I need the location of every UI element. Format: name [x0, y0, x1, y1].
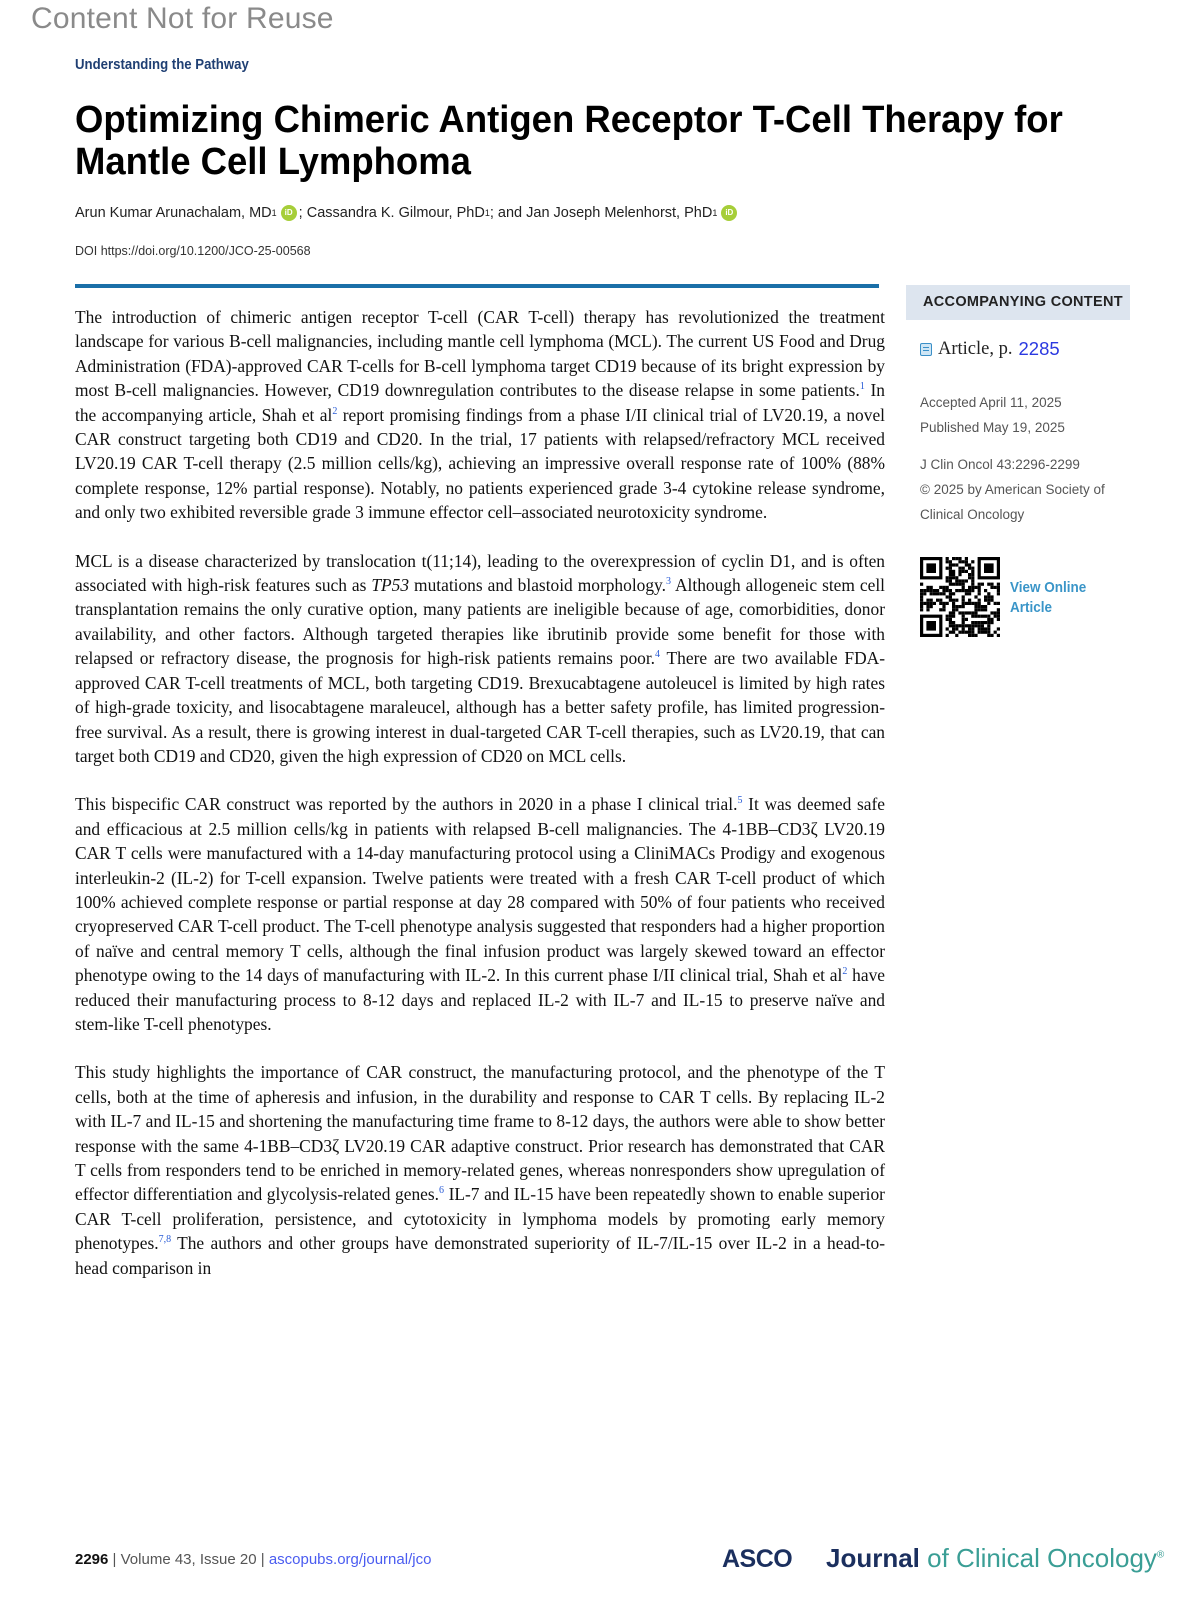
text-segment: IL-7 and IL-15 have been repeatedly shown to enable superior CAR T-cell proliferation, persistence, and cytotoxicity in lymphoma models by promoting early memory phenotypes.	[75, 1184, 885, 1254]
text-segment: report promising findings from a phase I/II clinical trial of LV20.19, a novel CAR construct targeting both CD19 and CD20. In the trial, 17 patients with relapsed/refractory MCL received LV20.19 CAR T-cell therapy (2.5 million cells/kg), achieving an impressive overall response rate of 100% (88% complete response, 12% partial response). Notably, no patients experienced grade 3-4 cytokine release syndrome, and only two exhibited reversible grade 3 immune effector cell–associated neurotoxicity syndrome.	[75, 404, 885, 523]
text-segment: There are two available FDA-approved CAR T-cell treatments of MCL, both targeting CD19. Brexucabtagene autoleucel is limited by high rates of high-grade toxicity, and lisocabtagene maraleucel, although has a better safety profile, has limited progression-free survival. As a result, there is growing interest in dual-targeted CAR T-cell therapies, such as LV20.19, that can target both CD19 and CD20, given the high expression of CD20 on MCL cells.	[75, 648, 885, 766]
orcid-icon[interactable]: iD	[281, 205, 297, 221]
author-list	[75, 205, 739, 221]
text-segment: TP53	[371, 575, 410, 596]
view-online-line-1: View Online	[1010, 579, 1087, 596]
separator: |	[112, 1551, 121, 1568]
author-affiliation: 1	[484, 208, 490, 218]
citation: J Clin Oncol 43:2296-2299	[920, 457, 1080, 472]
page-number: 2296	[75, 1551, 109, 1568]
author-separator: ;	[298, 205, 307, 221]
orcid-icon[interactable]: iD	[721, 205, 737, 221]
author-affiliation: 1	[271, 208, 277, 218]
asco-logo: ASCO	[722, 1545, 793, 1573]
author-name: Jan Joseph Melenhorst, PhD	[526, 205, 713, 221]
accompanying-content-heading: ACCOMPANYING CONTENT	[906, 285, 1130, 320]
jco-logo-journal: Journal	[826, 1543, 920, 1573]
author-name: Arun Kumar Arunachalam, MD	[75, 205, 272, 221]
reference-link[interactable]: 4	[655, 649, 661, 661]
text-segment: Although allogeneic stem cell transplantation remains the only curative option, many patients are ineligible because of age, comorbidities, donor availability, and other factors. Although targeted therapies like ibrutinib provide some benefit for those with relapsed or refractory disease, the prognosis for high-risk patients remains poor.	[75, 575, 885, 669]
volume-issue: Volume 43, Issue 20	[120, 1551, 257, 1568]
footer-info	[75, 1551, 431, 1568]
reference-link[interactable]: 2	[332, 405, 338, 417]
author-separator: ; and	[489, 205, 527, 221]
article-body	[75, 305, 885, 1304]
text-segment: have reduced their manufacturing process to 8-12 days and replaced IL-2 with IL-7 and IL-15 to preserve naïve and stem-like T-cell phenotypes.	[75, 965, 885, 1034]
text-segment: MCL is a disease characterized by translocation t(11;14), leading to the overexpression of cyclin D1, and is often associated with high-risk features such as	[75, 550, 885, 596]
document-icon	[920, 343, 932, 356]
author-name: Cassandra K. Gilmour, PhD	[306, 205, 485, 221]
reference-link[interactable]: 7,8	[158, 1234, 172, 1246]
jco-logo	[826, 1543, 1164, 1574]
qr-code-icon[interactable]	[920, 557, 1000, 637]
view-online-article-link[interactable]	[1010, 578, 1086, 618]
text-segment: This study highlights the importance of CAR construct, the manufacturing protocol, and the phenotype of the T cells, both at the time of apheresis and infusion, in the durability and response to CAR T cells. By replacing IL-2 with IL-7 and IL-15 and shortening the manufacturing time frame to 8-12 days, the authors were able to show better response with the same 4-1BB–CD3ζ LV20.19 CAR adaptive construct. Prior research has demonstrated that CAR T cells from responders tend to be enriched in memory-related genes, whereas nonresponders show upregulation of effector differentiation and glycolysis-related genes.	[75, 1062, 885, 1205]
reference-link[interactable]: 2	[842, 966, 848, 978]
reference-link[interactable]: 1	[859, 381, 865, 393]
paragraph	[75, 549, 885, 769]
reference-link[interactable]: 3	[665, 576, 671, 588]
reference-link[interactable]: 6	[438, 1185, 444, 1197]
registered-mark: ®	[1156, 1549, 1165, 1561]
author-affiliation: 1	[712, 208, 718, 218]
citation-info	[920, 452, 1105, 527]
paragraph	[75, 792, 885, 1036]
article-page-link[interactable]: 2285	[1018, 338, 1060, 359]
doi-link[interactable]: DOI https://doi.org/10.1200/JCO-25-00568	[75, 244, 311, 258]
accepted-date: Accepted April 11, 2025	[920, 395, 1062, 410]
article-label: Article, p.	[938, 338, 1013, 359]
article-title: Optimizing Chimeric Antigen Receptor T-Cell Therapy for Mantle Cell Lymphoma	[75, 99, 1063, 183]
text-segment: It was deemed safe and efficacious at 2.5 million cells/kg in patients with relapsed B-cell malignancies. The 4-1BB–CD3ζ LV20.19 CAR T cells were manufactured with a 14-day manufacturing protocol using a CliniMACs Prodigy and exogenous interleukin-2 (IL-2) for T-cell expansion. Twelve patients were treated with a fresh CAR T-cell product of which 100% achieved complete response or partial response at day 28 compared with 50% of four patients who received cryopreserved CAR T-cell product. The T-cell phenotype analysis suggested that responders had a higher proportion of naïve and central memory T cells, although the final infusion product was largely skewed toward an effector phenotype owing to the 14 days of manufacturing with IL-2. In this current phase I/II clinical trial, Shah et al	[75, 794, 885, 986]
view-online-line-2: Article	[1010, 599, 1053, 616]
paragraph	[75, 305, 885, 525]
text-segment: This bispecific CAR construct was reported by the authors in 2020 in a phase I clinical trial.	[75, 794, 738, 815]
text-segment: The introduction of chimeric antigen receptor T-cell (CAR T-cell) therapy has revolutionized the treatment landscape for various B-cell malignancies, including mantle cell lymphoma (MCL). The current US Food and Drug Administration (FDA)-approved CAR T-cells for B-cell lymphoma target CD19 because of its bright expression by most B-cell malignancies. However, CD19 downregulation contributes to the disease relapse in some patients.	[75, 307, 885, 401]
published-date: Published May 19, 2025	[920, 420, 1065, 435]
header-rule	[75, 284, 879, 288]
separator: |	[260, 1551, 269, 1568]
journal-url-link[interactable]: ascopubs.org/journal/jco	[268, 1551, 432, 1568]
section-kicker: Understanding the Pathway	[75, 56, 249, 73]
accompanying-article-link[interactable]	[920, 338, 1060, 360]
watermark: Content Not for Reuse	[31, 2, 334, 35]
copyright-line-2: Clinical Oncology	[920, 507, 1025, 522]
paragraph	[75, 1060, 885, 1280]
publication-dates	[920, 390, 1065, 440]
text-segment: In the accompanying article, Shah et al	[75, 380, 886, 425]
text-segment: The authors and other groups have demonstrated superiority of IL-7/IL-15 over IL-2 in a head-to-head comparison in	[75, 1233, 885, 1278]
copyright-line-1: © 2025 by American Society of	[920, 482, 1105, 497]
jco-logo-rest: of Clinical Oncology	[919, 1543, 1157, 1573]
reference-link[interactable]: 5	[737, 795, 743, 807]
text-segment: mutations and blastoid morphology.	[409, 575, 666, 596]
